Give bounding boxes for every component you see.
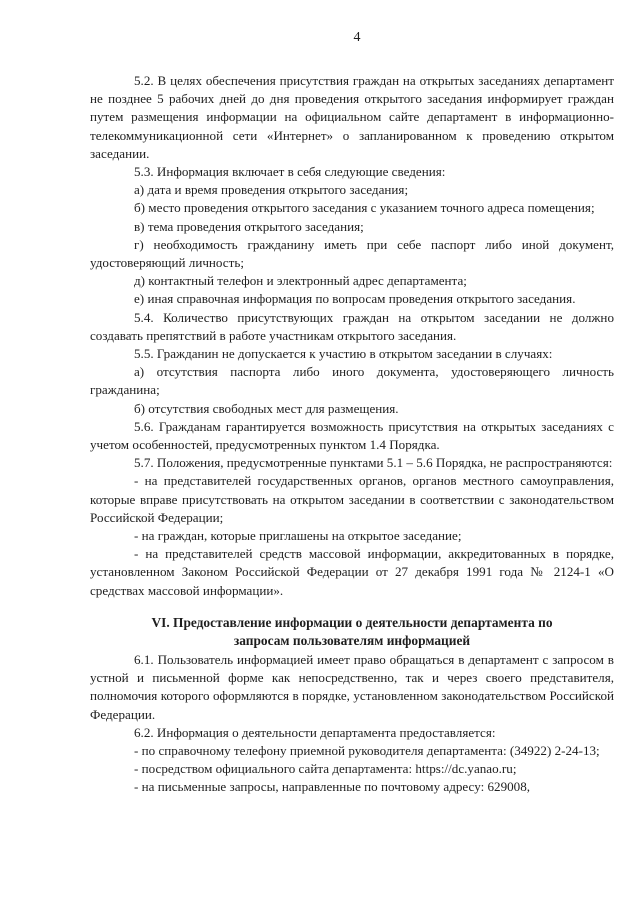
section-heading-vi [90, 614, 614, 651]
page-number: 4 [353, 30, 361, 45]
paragraph-5-6: 5.6. Гражданам гарантируется возможность присутствия на открытых заседаниях с учетом особенностей, предусмотренных пунктом 1.4 Порядка. [90, 418, 614, 453]
section-vi-body [90, 651, 614, 797]
section-heading-line-1: VI. Предоставление информации о деятельности департамента по [151, 614, 553, 630]
section-heading-line-2: запросам пользователям информацией [233, 633, 471, 649]
list-item-5-5-b: б) отсутствия свободных мест для размещения. [134, 400, 399, 416]
paragraph-6-1: 6.1. Пользователь информацией имеет право обращаться в департамент с запросом в устной и письменной форме как непосредственно, так и через своего представителя, полномочия которого оформляются в порядке, установленном законодательством Российской Федерации. [90, 651, 614, 722]
list-item-5-5-a: а) отсутствия паспорта либо иного документа, удостоверяющего личность гражданина; [90, 364, 614, 398]
paragraph-5-2: 5.2. В целях обеспечения присутствия граждан на открытых заседаниях департамент не позднее 5 рабочих дней до дня проведения открытого заседания информирует граждан путем размещения информации на официальном сайте департамент в информационно-телекоммуникационной сети «Интернет» о запланированном к проведению открытом заседании. [90, 73, 614, 161]
paragraph-5-5: 5.5. Гражданин не допускается к участию в открытом заседании в случаях: [134, 346, 553, 362]
list-item-5-3-f: е) иная справочная информация по вопросам проведения открытого заседания. [134, 291, 576, 307]
paragraph-5-4: 5.4. Количество присутствующих граждан на открытом заседании не должно создавать препятствий в работе участникам открытого заседания. [90, 309, 614, 343]
list-item-5-7-gov: - на представителей государственных органов, органов местного самоуправления, которые вправе присутствовать на открытом заседании в соответствии с законодательством Российской Федерации; [90, 473, 614, 525]
list-item-6-2-phone: - по справочному телефону приемной руководителя департамента: (34922) 2-24-13; [134, 742, 600, 758]
paragraph-6-2: 6.2. Информация о деятельности департамента предоставляется: [134, 724, 496, 740]
list-item-5-3-e: д) контактный телефон и электронный адрес департамента; [134, 273, 467, 289]
paragraph-5-3: 5.3. Информация включает в себя следующие сведения: [134, 164, 446, 180]
list-item-5-7-media: - на представителей средств массовой информации, аккредитованных в порядке, установленном Законом Российской Федерации от 27 декабря 1991 года № 2124-1 «О средствах массовой информации». [90, 546, 614, 598]
list-item-6-2-website: - посредством официального сайта департамента: https://dc.yanao.ru; [134, 761, 517, 777]
list-item-5-3-c: в) тема проведения открытого заседания; [134, 218, 364, 234]
list-item-6-2-mail: - на письменные запросы, направленные по почтовому адресу: 629008, [134, 779, 531, 795]
section-v-body [90, 72, 614, 600]
list-item-5-3-b: б) место проведения открытого заседания с указанием точного адреса помещения; [134, 200, 595, 216]
list-item-5-3-a: а) дата и время проведения открытого заседания; [134, 182, 409, 198]
list-item-5-7-invited: - на граждан, которые приглашены на открытое заседание; [134, 528, 462, 544]
list-item-5-3-d: г) необходимость гражданину иметь при себе паспорт либо иной документ, удостоверяющий личность; [90, 236, 614, 271]
paragraph-5-7: 5.7. Положения, предусмотренные пунктами 5.1 – 5.6 Порядка, не распространяются: [134, 455, 613, 471]
